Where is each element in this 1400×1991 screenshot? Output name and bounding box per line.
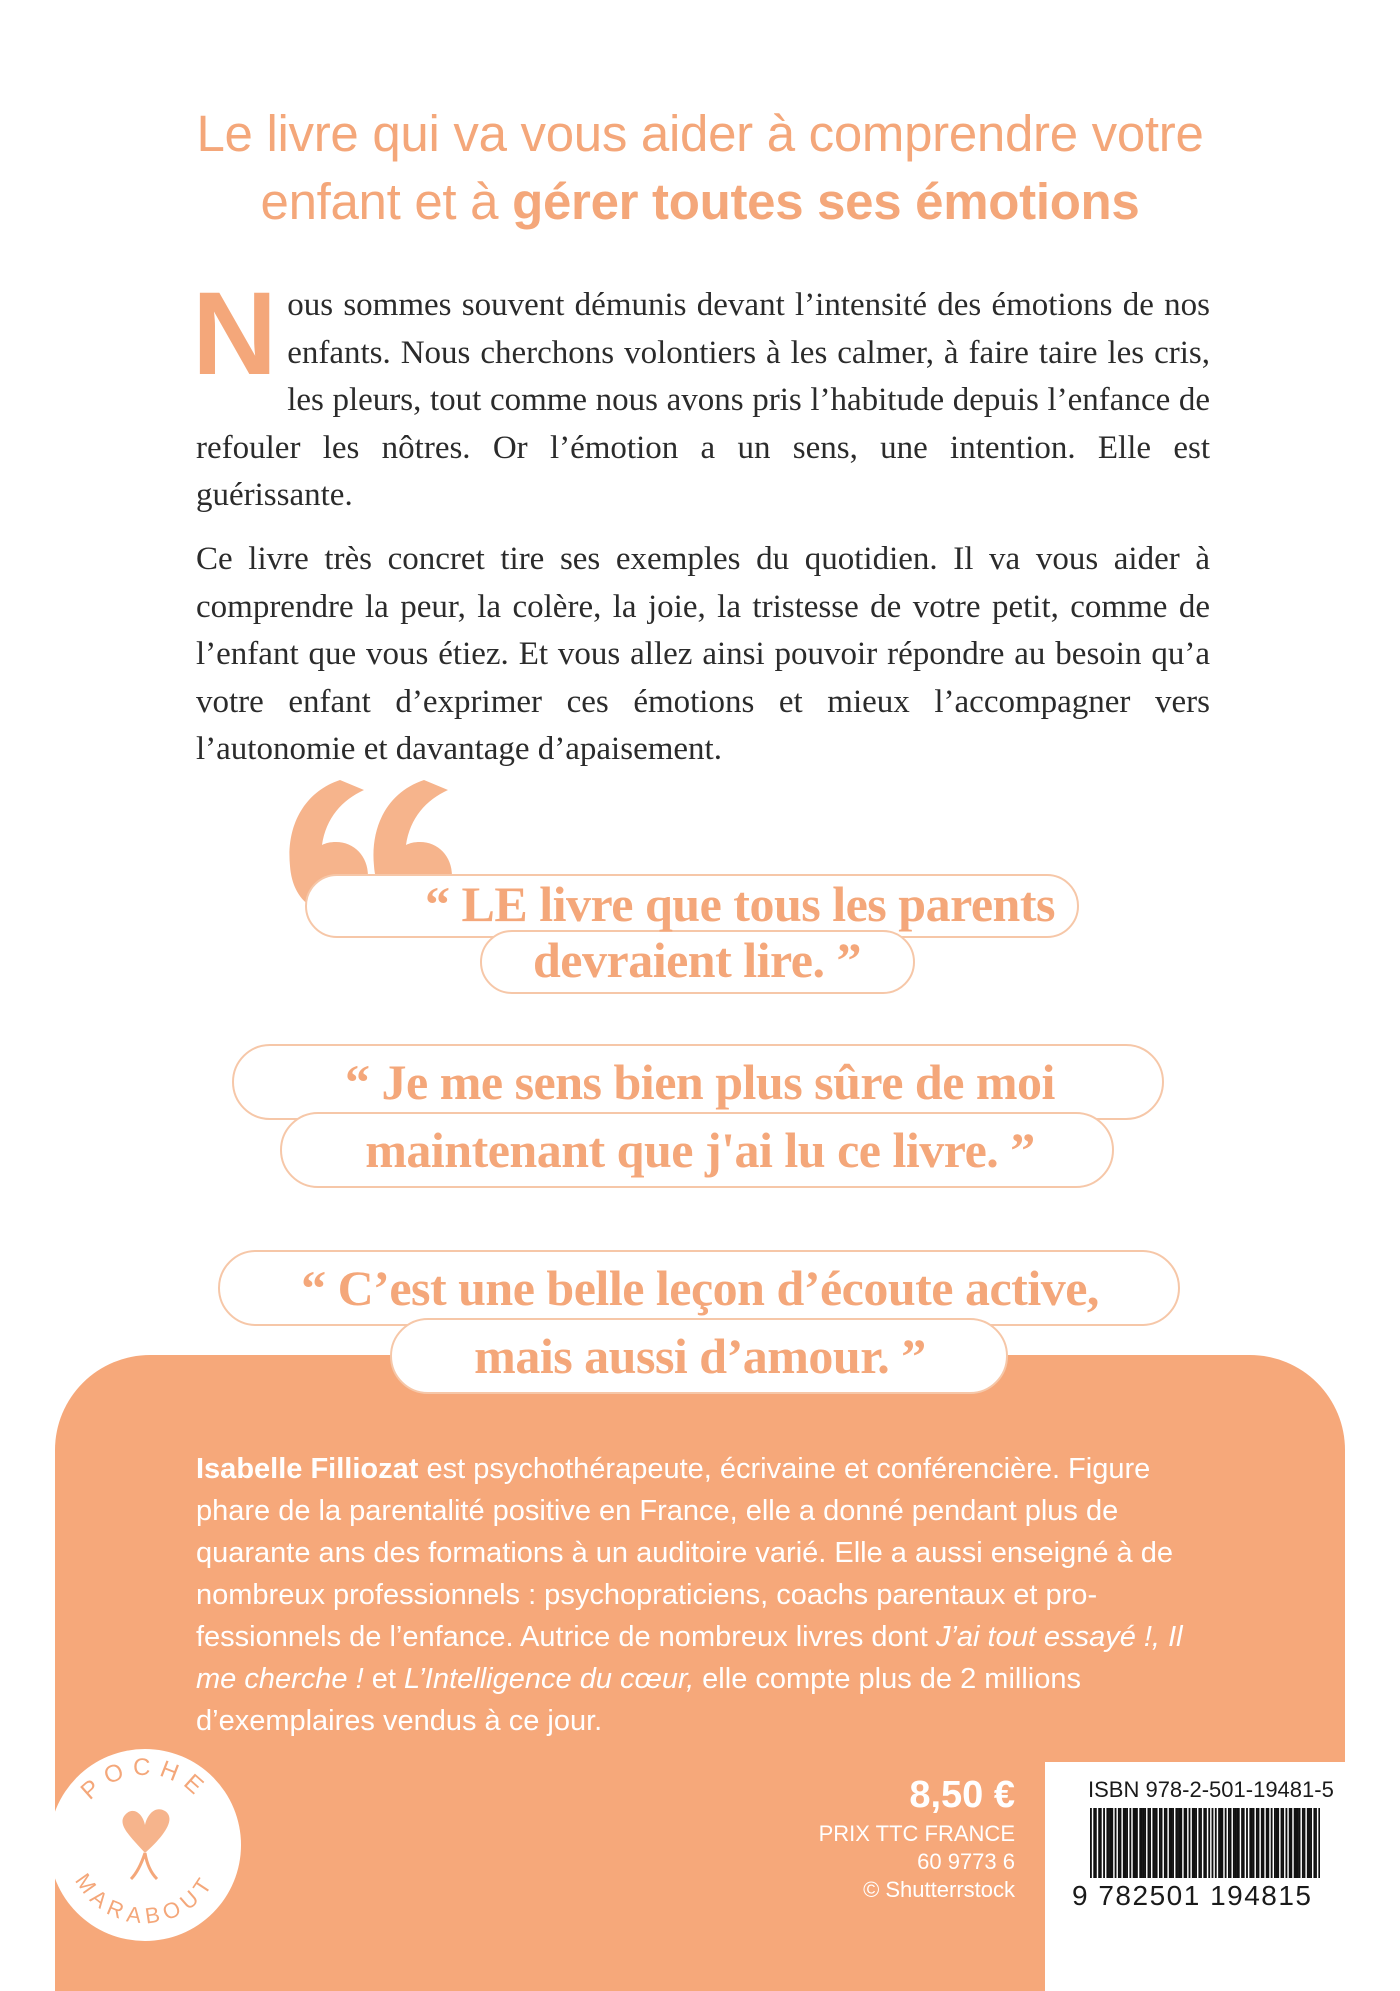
barcode-bar (1205, 1808, 1207, 1878)
barcode-bar (1110, 1808, 1112, 1878)
barcode-bar (1315, 1808, 1317, 1878)
barcode-bar (1208, 1808, 1210, 1878)
barcode-bar (1246, 1808, 1248, 1878)
barcode-bar (1233, 1808, 1235, 1878)
barcode-bar (1125, 1808, 1127, 1878)
barcode-bar (1143, 1808, 1145, 1878)
barcode-bar (1198, 1808, 1200, 1878)
barcode-bar (1129, 1808, 1131, 1878)
barcode-bar (1159, 1808, 1161, 1878)
barcode-bar (1194, 1808, 1196, 1878)
barcode-bar (1100, 1808, 1102, 1878)
barcode-digits: 9 782501 194815 (1072, 1880, 1313, 1911)
quote-2-line-2: maintenant que j'ai lu ce livre. ” (365, 1122, 1035, 1178)
barcode-bar (1313, 1808, 1315, 1878)
barcode-bar (1295, 1808, 1297, 1878)
barcode-bar (1221, 1808, 1223, 1878)
barcode-bar (1175, 1808, 1177, 1878)
barcode-bar (1258, 1808, 1260, 1878)
barcode-bar (1230, 1808, 1232, 1878)
barcode-bar (1243, 1808, 1245, 1878)
barcode-bar (1225, 1808, 1227, 1878)
barcode-bar (1090, 1808, 1092, 1878)
quote-1-line-1: “ LE livre que tous les parents (425, 876, 1055, 932)
barcode-bar (1309, 1808, 1311, 1878)
barcode-bar (1171, 1808, 1173, 1878)
barcode-bar (1282, 1808, 1284, 1878)
barcode-bar (1302, 1808, 1304, 1878)
barcode-bar (1103, 1808, 1105, 1878)
barcode-bar (1148, 1808, 1150, 1878)
barcode-bar (1256, 1808, 1258, 1878)
barcode-bar (1106, 1808, 1108, 1878)
barcode-bar (1236, 1808, 1238, 1878)
barcode-bar (1136, 1808, 1138, 1878)
barcode-bar (1177, 1808, 1179, 1878)
barcode-bar (1185, 1808, 1187, 1878)
barcode-bar (1241, 1808, 1243, 1878)
barcode-bar (1318, 1808, 1320, 1878)
barcode-bar (1164, 1808, 1166, 1878)
headline-line-1: Le livre qui va vous aider à comprendre votre (196, 105, 1204, 162)
barcode-bar (1166, 1808, 1168, 1878)
price-block (760, 1770, 1015, 1904)
barcode-bar (1179, 1808, 1181, 1878)
barcode-bar (1195, 1808, 1197, 1878)
barcode-bar (1108, 1808, 1110, 1878)
barcode-bar (1251, 1808, 1253, 1878)
barcode-bar (1271, 1808, 1273, 1878)
barcode (1090, 1808, 1320, 1878)
seal-bottom-text: MARABOUT (70, 1868, 220, 1929)
barcode-bar (1307, 1808, 1309, 1878)
barcode-bar (1134, 1808, 1136, 1878)
bio-separator-2: et (363, 1663, 404, 1695)
barcode-bar (1238, 1808, 1240, 1878)
dropcap: N (192, 268, 278, 400)
barcode-bar (1126, 1808, 1128, 1878)
barcode-bar (1253, 1808, 1255, 1878)
photo-credit: © Shutterrstock (863, 1877, 1015, 1902)
barcode-bar (1149, 1808, 1151, 1878)
barcode-bar (1263, 1808, 1265, 1878)
quote-2-line-1: “ Je me sens bien plus sûre de moi (345, 1054, 1055, 1110)
headline-line-2-bold: gérer toutes ses émotions (512, 173, 1140, 230)
barcode-bar (1286, 1808, 1288, 1878)
book-title-3: L’Intelligence du cœur, (403, 1663, 695, 1695)
barcode-bar (1111, 1808, 1113, 1878)
headline-line-2 (0, 168, 1400, 236)
barcode-bar (1169, 1808, 1171, 1878)
barcode-bar (1180, 1808, 1182, 1878)
barcode-bar (1200, 1808, 1202, 1878)
barcode-bar (1289, 1808, 1291, 1878)
bio-text-1: est psychothérapeute, écrivaine et conférencière. Figure phare de la parentalité positive en France, elle a donné pendant plus de quarante ans des formations à un auditoire varié. Elle a aussi enseigné à de nombreux professionnels : psychopraticiens, coachs parentaux et pro-fessionnels de l’enfance. Autrice de nombreux livres dont (196, 1453, 1173, 1653)
barcode-bar (1212, 1808, 1214, 1878)
barcode-bar (1274, 1808, 1276, 1878)
barcode-bar (1144, 1808, 1146, 1878)
barcode-bar (1299, 1808, 1301, 1878)
barcode-bar (1276, 1808, 1278, 1878)
barcode-bar (1184, 1808, 1186, 1878)
poche-marabout-logo (45, 1745, 245, 1945)
barcode-bar (1215, 1808, 1217, 1878)
barcode-bar (1277, 1808, 1279, 1878)
barcode-bar (1098, 1808, 1100, 1878)
barcode-bar (1152, 1808, 1154, 1878)
description-paragraph-1 (192, 268, 1210, 520)
barcode-bar (1218, 1808, 1220, 1878)
barcode-bar (1115, 1808, 1117, 1878)
barcode-bar (1228, 1808, 1230, 1878)
author-bio (196, 1448, 1212, 1742)
barcode-bar (1120, 1808, 1122, 1878)
product-code: 60 9773 6 (917, 1849, 1015, 1874)
quote-3-line-2: mais aussi d’amour. ” (474, 1328, 926, 1384)
seal-top-text: POCHE (75, 1753, 215, 1806)
price: 8,50 € (909, 1774, 1015, 1816)
barcode-bar (1093, 1808, 1095, 1878)
price-label: PRIX TTC FRANCE (818, 1821, 1015, 1846)
paragraph-1-text: ous sommes souvent démunis devant l’intensité des émotions de nos enfants. Nous cherchons volontiers à les calmer, à faire taire les cris, les pleurs, tout comme nous avons pris l’habitude depuis l’enfance de refouler les nôtres. Or l’émotion a un sens, une intention. Elle est guérissante. (196, 287, 1210, 514)
barcode-bar (1133, 1808, 1135, 1878)
barcode-bar (1161, 1808, 1163, 1878)
book-title-1: J’ai tout essayé !, (935, 1621, 1160, 1653)
barcode-bar (1290, 1808, 1292, 1878)
barcode-bar (1172, 1808, 1174, 1878)
barcode-bar (1266, 1808, 1268, 1878)
description-paragraph-2: Ce livre très concret tire ses exemples du quotidien. Il va vous aider à comprendre la peur, la colère, la joie, la tristesse de votre petit, comme de l’enfant que vous étiez. Et vous allez ainsi pouvoir répondre au besoin qu’a votre enfant d’exprimer ces émotions et mieux l’accompagner vers l’autonomie et davantage d’apaisement. (196, 540, 1210, 768)
barcode-bar (1267, 1808, 1269, 1878)
barcode-bar (1189, 1808, 1191, 1878)
barcode-bar (1095, 1808, 1097, 1878)
barcode-bar (1261, 1808, 1263, 1878)
barcode-bar (1310, 1808, 1312, 1878)
barcode-bar (1139, 1808, 1141, 1878)
description (192, 268, 1210, 790)
headline (0, 100, 1400, 236)
headline-line-2-plain: enfant et à (260, 173, 513, 230)
barcode-bar (1220, 1808, 1222, 1878)
author-name: Isabelle Filliozat (196, 1453, 419, 1485)
barcode-bar (1294, 1808, 1296, 1878)
barcode-bar (1235, 1808, 1237, 1878)
barcode-bar (1154, 1808, 1156, 1878)
barcode-bar (1123, 1808, 1125, 1878)
bio-separator-1 (1160, 1621, 1168, 1653)
barcode-bar (1141, 1808, 1143, 1878)
barcode-bar (1281, 1808, 1283, 1878)
bio-text-2: elle compte plus de 2 millions d’exemplaires vendus à ce jour. (196, 1663, 1081, 1737)
barcode-bar (1304, 1808, 1306, 1878)
barcode-bar (1118, 1808, 1120, 1878)
quote-3-line-1: “ C’est une belle leçon d’écoute active, (301, 1260, 1099, 1316)
barcode-bar (1249, 1808, 1251, 1878)
barcode-bar (1203, 1808, 1205, 1878)
book-title-2: Il me cherche ! (196, 1621, 1183, 1695)
barcode-bar (1156, 1808, 1158, 1878)
barcode-bar (1297, 1808, 1299, 1878)
barcode-bar (1192, 1808, 1194, 1878)
isbn-label: ISBN 978-2-501-19481-5 (1088, 1777, 1334, 1802)
quote-1-line-2: devraient lire. ” (533, 932, 861, 988)
